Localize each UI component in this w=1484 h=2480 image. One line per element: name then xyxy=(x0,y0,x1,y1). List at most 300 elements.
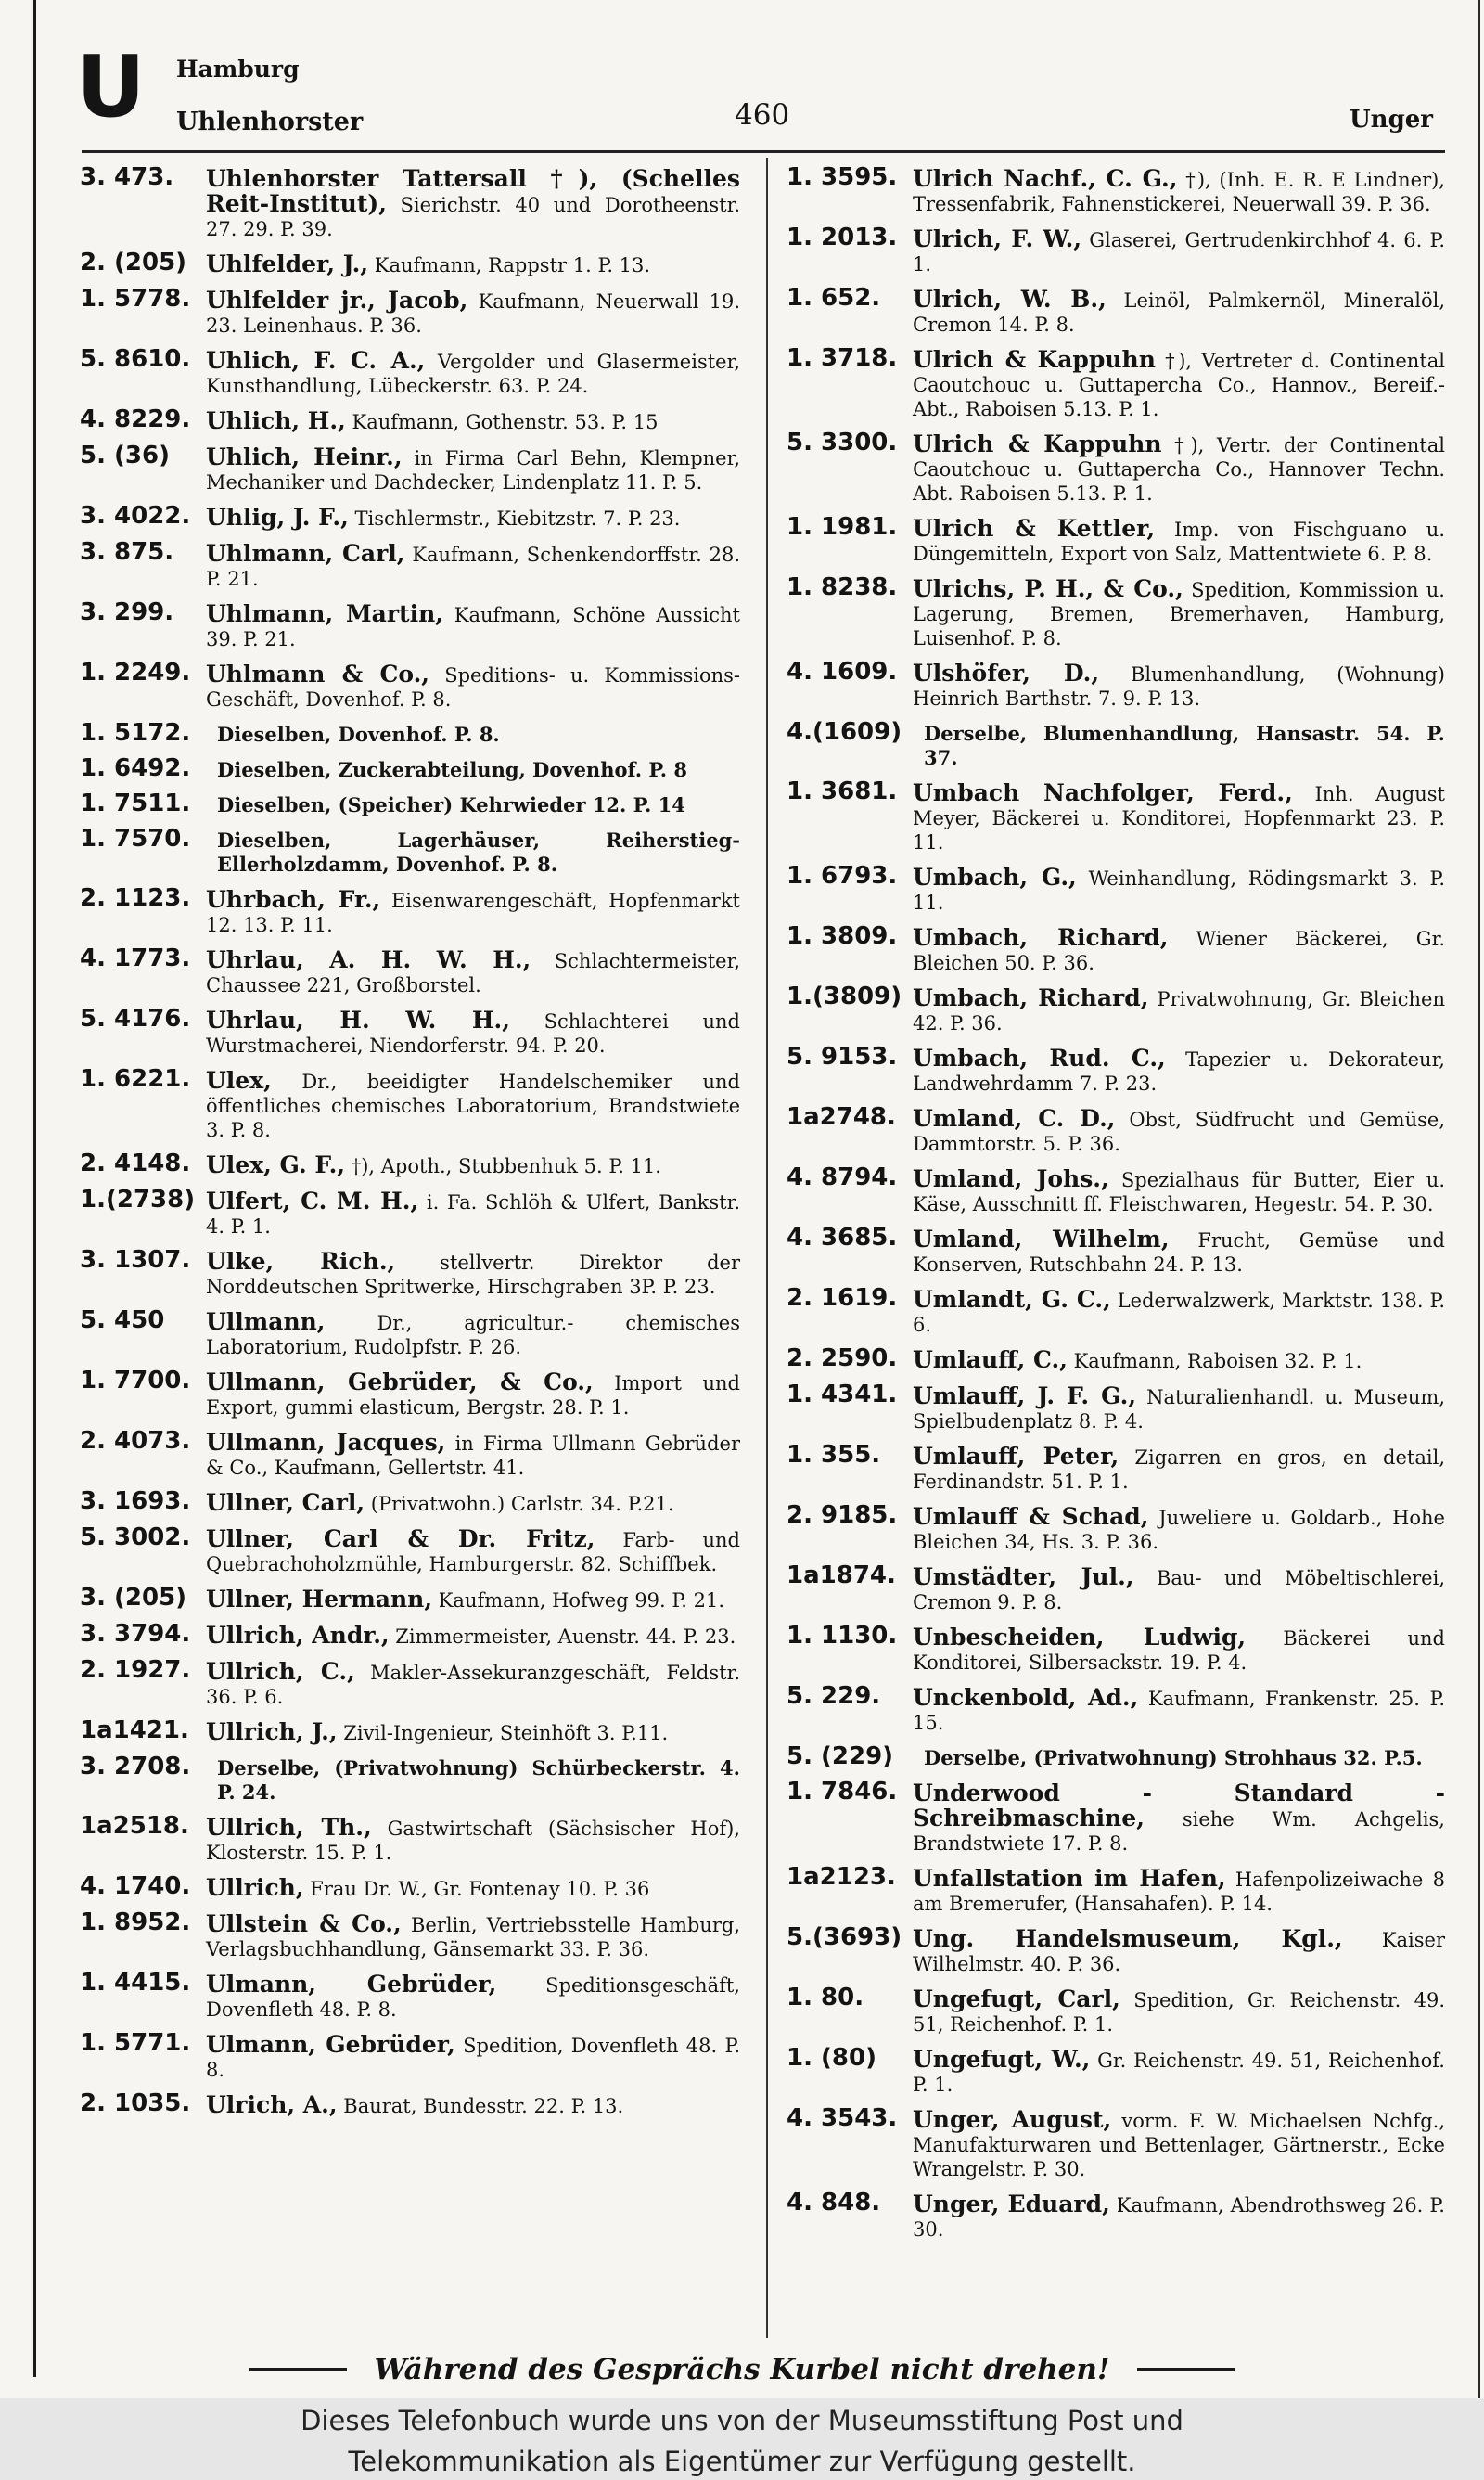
phone-number: 1. (80) xyxy=(787,2044,876,2072)
phone-number: 1. 5778. xyxy=(80,285,191,313)
subscriber-details: Dr., agricultur.- chemisches Laboratorium, Rudolpfstr. P. 26. xyxy=(206,1312,740,1358)
entry-text xyxy=(913,1384,1445,1433)
subscriber-name: Ullner, Carl & Dr. Fritz, xyxy=(206,1525,595,1552)
subscriber-name: Ullrich, xyxy=(206,1874,304,1901)
directory-entry xyxy=(787,284,1445,337)
phone-number: 1. 355. xyxy=(787,1441,881,1469)
phone-number: 1. 3809. xyxy=(787,922,898,950)
entry-text xyxy=(913,1047,1445,1096)
entry-text xyxy=(913,1348,1445,1373)
subscriber-details: Dieselben, Dovenhof. P. 8. xyxy=(217,723,500,746)
subscriber-name: Unbescheiden, Ludwig, xyxy=(913,1624,1247,1651)
directory-entry xyxy=(80,1523,740,1576)
entry-text xyxy=(913,1505,1445,1554)
entry-text xyxy=(206,252,740,277)
directory-entry xyxy=(80,163,740,241)
entry-text xyxy=(913,1288,1445,1337)
phone-number: 4. 1609. xyxy=(787,658,898,686)
entry-text xyxy=(913,2108,1445,2181)
directory-entry xyxy=(80,285,740,338)
subscriber-name: Ullrich, J., xyxy=(206,1718,338,1745)
entry-text xyxy=(206,1876,740,1901)
subscriber-details: Lederwalzwerk, Marktstr. 138. P. 6. xyxy=(913,1290,1445,1336)
entry-text xyxy=(206,662,740,712)
bottom-notice xyxy=(0,2353,1484,2386)
entry-text xyxy=(206,1587,740,1613)
subscriber-details: Baurat, Bundesstr. 22. P. 13. xyxy=(343,2095,624,2117)
subscriber-name: Umbach, Rud. C., xyxy=(913,1045,1166,1072)
directory-entry xyxy=(787,862,1446,915)
subscriber-name: Umland, Johs., xyxy=(913,1165,1109,1192)
subscriber-details: Spedition, Gr. Reichenstr. 49. 51, Reichenhof. P. 1. xyxy=(913,1989,1445,2036)
phone-number: 1. 3595. xyxy=(787,163,898,191)
entry-text xyxy=(206,542,740,591)
subscriber-name: Uhlich, F. C. A., xyxy=(206,347,426,374)
entry-text xyxy=(206,758,740,782)
subscriber-name: Umland, Wilhelm, xyxy=(913,1226,1170,1253)
entry-text xyxy=(206,888,740,937)
directory-entry xyxy=(80,2089,740,2118)
phone-number: 5. (229) xyxy=(787,1742,894,1770)
entry-text xyxy=(206,1250,740,1299)
entry-text xyxy=(206,1069,740,1142)
directory-entry xyxy=(80,538,740,591)
subscriber-name: Unger, Eduard, xyxy=(913,2191,1110,2217)
subscriber-details: †), (Inh. E. R. E Lindner), Tressenfabrik, Fahnenstickerei, Neuerwall 39. P. 36. xyxy=(913,169,1445,215)
phone-number: 2. 1123. xyxy=(80,884,191,912)
subscriber-details: Bäckerei und Konditorei, Silbersackstr. 19. P. 4. xyxy=(913,1627,1445,1674)
entry-text xyxy=(206,409,740,434)
entry-text xyxy=(913,986,1445,1035)
phone-number: 4. 1740. xyxy=(80,1872,191,1900)
subscriber-name: Uhrlau, A. H. W. H., xyxy=(206,946,531,973)
entry-text xyxy=(913,1565,1445,1614)
directory-entry xyxy=(787,922,1445,975)
subscriber-details: Dieselben, Zuckerabteilung, Dovenhof. P. 8 xyxy=(217,758,687,781)
directory-entry xyxy=(80,1306,740,1359)
subscriber-details: Derselbe, (Privatwohnung) Strohhaus 32. P.5. xyxy=(924,1746,1423,1769)
subscriber-details: in Firma Carl Behn, Klempner, Mechaniker und Dachdecker, Lindenplatz 11. P. 5. xyxy=(206,447,740,494)
phone-number: 1. 3718. xyxy=(787,344,898,372)
phone-number: 2. 1619. xyxy=(787,1284,898,1312)
subscriber-name: Ullstein & Co., xyxy=(206,1910,402,1937)
subscriber-details: Kaufmann, Gothenstr. 53. P. 15 xyxy=(352,411,659,433)
subscriber-details: stellvertr. Direktor der Norddeutschen Spritwerke, Hirschgraben 3P. P. 23. xyxy=(206,1252,740,1298)
directory-entry xyxy=(80,884,740,937)
header-city: Hamburg xyxy=(176,56,300,83)
directory-entry xyxy=(787,1622,1445,1675)
subscriber-details: Tischlermstr., Kiebitzstr. 7. P. 23. xyxy=(354,508,681,530)
subscriber-name: Ung. Handelsmuseum, Kgl., xyxy=(913,1925,1343,1952)
phone-number: 1a2518. xyxy=(80,1812,189,1840)
directory-entry xyxy=(787,224,1445,276)
subscriber-name: Ungefugt, Carl, xyxy=(913,1985,1120,2012)
directory-entry xyxy=(80,1005,740,1058)
directory-entry xyxy=(787,573,1445,650)
phone-number: 1. 1130. xyxy=(787,1622,898,1650)
directory-entry xyxy=(80,1367,740,1420)
entry-text xyxy=(913,1445,1445,1494)
subscriber-name: Umlauff, Peter, xyxy=(913,1443,1119,1470)
directory-entry xyxy=(80,1812,740,1865)
directory-entry xyxy=(787,1441,1445,1494)
directory-entry xyxy=(787,1381,1445,1433)
phone-number: 3. (205) xyxy=(80,1584,187,1612)
directory-entry xyxy=(80,2029,740,2082)
phone-number: 1. 4415. xyxy=(80,1969,191,1997)
directory-entry xyxy=(787,718,1445,770)
subscriber-name: Ungefugt, W., xyxy=(913,2046,1091,2073)
directory-entry xyxy=(80,1065,740,1142)
phone-number: 2. 4148. xyxy=(80,1150,191,1177)
subscriber-details: Derselbe, Blumenhandlung, Hansastr. 54. P. 37. xyxy=(924,722,1445,769)
phone-number: 2. (205) xyxy=(80,249,187,276)
directory-entry xyxy=(787,1863,1445,1916)
directory-entry xyxy=(787,2044,1445,2097)
entry-text xyxy=(913,1107,1445,1156)
directory-entry xyxy=(80,1908,740,1961)
subscriber-details: †), Vertreter d. Continental Caoutchouc u. Guttapercha Co., Hannov., Bereif.-Abt., Raboisen 5.13. P. 1. xyxy=(913,350,1445,420)
entry-text xyxy=(913,577,1445,650)
subscriber-name: Ulrich, W. B., xyxy=(913,286,1107,313)
directory-entry xyxy=(787,344,1445,421)
directory-entry xyxy=(787,658,1446,711)
subscriber-name: Unckenbold, Ad., xyxy=(913,1684,1139,1711)
notice-text: Während des Gesprächs Kurbel nicht drehen! xyxy=(374,2353,1110,2386)
subscriber-name: Ulex, G. F., xyxy=(206,1151,346,1178)
subscriber-name: Uhlfelder, J., xyxy=(206,251,369,277)
phone-number: 1. 8238. xyxy=(787,573,898,601)
subscriber-details: Frucht, Gemüse und Konserven, Rutschbahn 24. P. 13. xyxy=(913,1229,1445,1276)
subscriber-name: Ulrich, A., xyxy=(206,2091,338,2118)
subscriber-details: Vergolder und Glasermeister, Kunsthandlung, Lübeckerstr. 63. P. 24. xyxy=(206,351,740,397)
subscriber-details: †), Apoth., Stubbenhuk 5. P. 11. xyxy=(351,1155,661,1177)
entry-text xyxy=(206,1153,740,1178)
subscriber-details: Derselbe, (Privatwohnung) Schürbeckerstr. 4. P. 24. xyxy=(217,1756,740,1804)
phone-number: 1a2123. xyxy=(787,1863,896,1891)
subscriber-details: Schlachterei und Wurstmacherei, Niendorferstr. 94. P. 20. xyxy=(206,1010,740,1057)
subscriber-name: Umbach Nachfolger, Ferd., xyxy=(913,779,1293,806)
phone-number: 1. 7511. xyxy=(80,790,191,817)
subscriber-name: Uhlich, H., xyxy=(206,407,346,434)
subscriber-name: Ulmann, Gebrüder, xyxy=(206,1971,497,1998)
phone-number: 2. 9185. xyxy=(787,1501,898,1529)
directory-entry xyxy=(787,1224,1445,1277)
phone-number: 4. 8794. xyxy=(787,1163,898,1191)
directory-entry xyxy=(787,1742,1445,1770)
subscriber-name: Uhlig, J. F., xyxy=(206,504,349,531)
entry-text xyxy=(206,349,740,398)
subscriber-details: Berlin, Vertriebsstelle Hamburg, Verlagsbuchhandlung, Gänsemarkt 33. P. 36. xyxy=(206,1914,740,1960)
subscriber-details: Import und Export, gummi elasticum, Bergstr. 28. P. 1. xyxy=(206,1372,740,1419)
subscriber-details: Naturalienhandl. u. Museum, Spielbudenplatz 8. P. 4. xyxy=(913,1386,1445,1433)
phone-number: 3. 2708. xyxy=(80,1753,191,1780)
phone-number: 2. 1927. xyxy=(80,1656,191,1684)
entry-text xyxy=(206,2033,740,2082)
subscriber-name: Umlauff, C., xyxy=(913,1346,1068,1373)
entry-text xyxy=(206,1660,740,1709)
subscriber-name: Uhrlau, H. W. H., xyxy=(206,1007,510,1034)
subscriber-details: Sierichstr. 40 und Dorotheenstr. 27. 29. P. 39. xyxy=(206,194,740,240)
directory-entry xyxy=(787,1778,1445,1856)
directory-entry xyxy=(80,502,740,531)
phone-number: 5. (36) xyxy=(80,442,170,469)
entry-text xyxy=(206,1431,740,1480)
directory-entry xyxy=(787,163,1445,216)
subscriber-name: Ullrich, Th., xyxy=(206,1814,372,1841)
subscriber-name: Uhlenhorster Tattersall †), (Schelles Reit-Institut), xyxy=(206,165,740,217)
entry-text xyxy=(913,1781,1445,1856)
footer-banner xyxy=(0,2398,1484,2480)
header-rule xyxy=(82,150,1445,153)
directory-entry xyxy=(80,719,740,747)
entry-text xyxy=(206,1816,740,1865)
directory-entry xyxy=(787,1682,1446,1735)
directory-entry xyxy=(80,1753,740,1805)
directory-entry xyxy=(787,1103,1445,1156)
entry-text xyxy=(913,1686,1445,1735)
phone-number: 1. 7846. xyxy=(787,1778,898,1805)
subscriber-details: (Privatwohn.) Carlstr. 34. P.21. xyxy=(370,1493,674,1515)
phone-number: 1. 7570. xyxy=(80,825,191,853)
entry-text xyxy=(206,445,740,495)
subscriber-details: Farb- und Quebrachoholzmühle, Hamburgerstr. 82. Schiffbek. xyxy=(206,1529,740,1575)
footer-line-1: Dieses Telefonbuch wurde uns von der Museumsstiftung Post und xyxy=(301,2405,1183,2436)
entry-text xyxy=(206,1370,740,1420)
header-district: Uhlenhorster xyxy=(176,108,364,136)
phone-number: 3. 875. xyxy=(80,538,174,566)
phone-number: 5. 3002. xyxy=(80,1523,191,1551)
directory-entry xyxy=(787,1561,1445,1614)
phone-number: 1a1874. xyxy=(787,1561,896,1589)
subscriber-details: in Firma Ullmann Gebrüder & Co., Kaufmann, Gellertstr. 41. xyxy=(206,1433,740,1479)
phone-number: 5. 8610. xyxy=(80,345,191,373)
subscriber-details: i. Fa. Schlöh & Ulfert, Bankstr. 4. P. 1. xyxy=(206,1191,741,1238)
directory-entry xyxy=(80,1186,741,1239)
subscriber-details: Schlachtermeister, Chaussee 221, Großborstel. xyxy=(206,950,740,996)
subscriber-details: †), Vertr. der Continental Caoutchouc u. Guttapercha Co., Hannover Techn. Abt. Raboisen 5.13. P. 1. xyxy=(913,434,1445,505)
subscriber-name: Umlandt, G. C., xyxy=(913,1286,1111,1313)
directory-entry xyxy=(80,345,740,398)
subscriber-details: Wiener Bäckerei, Gr. Bleichen 50. P. 36. xyxy=(913,928,1445,974)
footer-line-2: Telekommunikation als Eigentümer zur Verfügung gestellt. xyxy=(348,2446,1136,2477)
subscriber-details: Kaufmann, Hofweg 99. P. 21. xyxy=(438,1589,725,1612)
directory-entry xyxy=(787,777,1445,855)
guide-word: Unger xyxy=(1350,106,1433,134)
subscriber-name: Underwood - Standard - Schreibmaschine, xyxy=(913,1780,1445,1831)
entry-text xyxy=(913,662,1445,711)
entry-text xyxy=(913,1167,1445,1216)
entry-text xyxy=(913,348,1445,421)
subscriber-details: Glaserei, Gertrudenkirchhof 4. 6. P. 1. xyxy=(913,229,1445,276)
phone-number: 4. 3543. xyxy=(787,2104,898,2132)
subscriber-name: Ulrich & Kappuhn xyxy=(913,430,1162,457)
entry-text xyxy=(913,517,1445,566)
subscriber-name: Unfallstation im Hafen, xyxy=(913,1865,1226,1892)
subscriber-name: Uhlich, Heinr., xyxy=(206,443,403,470)
subscriber-name: Uhlmann, Martin, xyxy=(206,600,443,627)
subscriber-details: Speditions- u. Kommissions-Geschäft, Dovenhof. P. 8. xyxy=(206,664,740,711)
directory-entry xyxy=(80,825,740,877)
subscriber-name: Ulrichs, P. H., & Co., xyxy=(913,575,1183,602)
entry-text xyxy=(913,2048,1445,2097)
page-number: 460 xyxy=(735,98,790,132)
subscriber-details: Gr. Reichenstr. 49. 51, Reichenhof. P. 1. xyxy=(913,2050,1445,2096)
subscriber-name: Ullrich, C., xyxy=(206,1658,355,1685)
subscriber-details: Makler-Assekuranzgeschäft, Feldstr. 36. P. 6. xyxy=(206,1662,740,1708)
phone-number: 2. 2590. xyxy=(787,1344,898,1372)
subscriber-details: Gastwirtschaft (Sächsischer Hof), Klosterstr. 15. P. 1. xyxy=(206,1818,740,1864)
subscriber-name: Unger, August, xyxy=(913,2106,1112,2133)
entry-text xyxy=(913,866,1445,915)
subscriber-name: Ulshöfer, D., xyxy=(913,660,1100,687)
subscriber-details: Blumenhandlung, (Wohnung) Heinrich Barthstr. 7. 9. P. 13. xyxy=(913,663,1446,710)
subscriber-details: Kaufmann, Schenkendorffstr. 28. P. 21. xyxy=(206,544,740,590)
subscriber-name: Ullmann, Jacques, xyxy=(206,1429,446,1456)
directory-entry xyxy=(787,2189,1445,2242)
entry-text xyxy=(206,829,740,877)
subscriber-name: Ulrich, F. W., xyxy=(913,225,1082,252)
subscriber-details: Kaufmann, Frankenstr. 25. P. 15. xyxy=(913,1688,1446,1734)
phone-number: 4.(1609) xyxy=(787,718,902,746)
directory-entry xyxy=(787,1284,1445,1337)
subscriber-details: Weinhandlung, Rödingsmarkt 3. P. 11. xyxy=(913,867,1446,914)
phone-number: 1. 652. xyxy=(787,284,881,312)
subscriber-details: Inh. August Meyer, Bäckerei u. Konditorei, Hopfenmarkt 23. P. 11. xyxy=(913,783,1445,854)
phone-number: 3. 4022. xyxy=(80,502,191,530)
subscriber-name: Ullner, Hermann, xyxy=(206,1586,433,1613)
directory-entry xyxy=(80,1620,740,1649)
subscriber-details: Frau Dr. W., Gr. Fontenay 10. P. 36 xyxy=(310,1878,650,1900)
subscriber-details: Obst, Südfrucht und Gemüse, Dammtorstr. 5. P. 36. xyxy=(913,1109,1445,1155)
entry-text xyxy=(206,506,740,531)
directory-entry xyxy=(787,1344,1445,1373)
subscriber-details: Tapezier u. Dekorateur, Landwehrdamm 7. P. 23. xyxy=(913,1048,1445,1095)
phone-number: 1. 2249. xyxy=(80,659,191,687)
entry-text xyxy=(206,602,740,651)
subscriber-details: Zimmermeister, Auenstr. 44. P. 23. xyxy=(395,1625,736,1648)
entry-text xyxy=(206,289,740,338)
column-separator xyxy=(766,158,768,2338)
subscriber-name: Ulmann, Gebrüder, xyxy=(206,2031,455,2058)
phone-number: 3. 3794. xyxy=(80,1620,191,1648)
entry-text xyxy=(913,1927,1445,1976)
section-letter: U xyxy=(76,37,146,136)
subscriber-name: Ullner, Carl, xyxy=(206,1489,365,1516)
entry-text xyxy=(206,1310,740,1359)
entry-text xyxy=(913,1227,1445,1277)
subscriber-name: Umland, C. D., xyxy=(913,1105,1116,1132)
phone-number: 4. 848. xyxy=(787,2189,881,2217)
subscriber-name: Ullmann, Gebrüder, & Co., xyxy=(206,1368,594,1395)
directory-entry xyxy=(80,1150,740,1178)
subscriber-name: Uhlfelder jr., Jacob, xyxy=(206,287,468,314)
right-margin-rule xyxy=(1478,0,1480,2398)
directory-entry xyxy=(787,429,1445,506)
directory-entry xyxy=(80,1487,740,1516)
subscriber-details: siehe Wm. Achgelis, Brandstwiete 17. P. 8. xyxy=(913,1808,1445,1855)
subscriber-name: Umlauff, J. F. G., xyxy=(913,1382,1137,1409)
subscriber-details: Dr., beeidigter Handelschemiker und öffentliches chemisches Laboratorium, Brandstwiete 3. P. 8. xyxy=(206,1071,740,1141)
phone-number: 1.(2738) xyxy=(80,1186,196,1214)
subscriber-name: Ulex, xyxy=(206,1067,272,1094)
phone-number: 5. 450 xyxy=(80,1306,165,1334)
phone-number: 1. 6221. xyxy=(80,1065,191,1093)
phone-number: 3. 473. xyxy=(80,163,174,191)
directory-entry xyxy=(80,249,740,277)
entry-text xyxy=(206,1756,740,1805)
entry-text xyxy=(206,948,740,997)
subscriber-details: Kaufmann, Schöne Aussicht 39. P. 21. xyxy=(206,604,740,650)
directory-entry xyxy=(80,1969,740,2022)
phone-number: 1. 7700. xyxy=(80,1367,191,1394)
directory-entry xyxy=(80,944,740,997)
phone-number: 2. 1035. xyxy=(80,2089,191,2117)
entry-text xyxy=(913,722,1445,770)
subscriber-details: Imp. von Fischguano u. Düngemitteln, Export von Salz, Mattentwiete 6. P. 8. xyxy=(913,519,1446,565)
subscriber-details: Dieselben, (Speicher) Kehrwieder 12. P. 14 xyxy=(217,793,685,816)
subscriber-name: Umbach, Richard, xyxy=(913,984,1149,1011)
entry-text xyxy=(913,926,1445,975)
subscriber-name: Uhlmann & Co., xyxy=(206,661,430,687)
phone-number: 5. 229. xyxy=(787,1682,881,1710)
directory-entry xyxy=(80,659,740,712)
subscriber-name: Ulrich & Kappuhn xyxy=(913,346,1156,373)
entry-text xyxy=(206,1972,740,2022)
entry-text xyxy=(913,167,1445,216)
entry-text xyxy=(206,723,740,747)
subscriber-details: Eisenwarengeschäft, Hopfenmarkt 12. 13. P. 11. xyxy=(206,890,740,936)
directory-entry xyxy=(787,1923,1445,1976)
subscriber-name: Ulke, Rich., xyxy=(206,1248,396,1275)
phone-number: 1. 80. xyxy=(787,1984,864,2011)
subscriber-name: Umbach, G., xyxy=(913,864,1077,891)
entry-text xyxy=(206,1624,740,1649)
directory-entry xyxy=(80,1246,740,1299)
subscriber-name: Ulfert, C. M. H., xyxy=(206,1188,419,1214)
subscriber-name: Uhrbach, Fr., xyxy=(206,886,381,913)
entry-text xyxy=(206,1189,740,1239)
phone-number: 1. 6492. xyxy=(80,754,191,782)
phone-number: 5.(3693) xyxy=(787,1923,902,1951)
entry-text xyxy=(913,1867,1445,1916)
phone-number: 3. 1307. xyxy=(80,1246,191,1274)
phone-number: 3. 299. xyxy=(80,598,174,626)
phone-number: 5. 9153. xyxy=(787,1043,898,1071)
subscriber-details: Spedition, Dovenfleth 48. P. 8. xyxy=(206,2035,740,2081)
subscriber-details: Spedition, Kommission u. Lagerung, Bremen, Bremerhaven, Hamburg, Luisenhof. P. 8. xyxy=(913,579,1445,649)
entry-text xyxy=(206,1720,740,1745)
directory-entry xyxy=(787,2104,1445,2181)
left-margin-rule xyxy=(33,0,36,2377)
directory-entry xyxy=(80,1656,740,1709)
subscriber-details: Zivil-Ingenieur, Steinhöft 3. P.11. xyxy=(343,1722,669,1744)
subscriber-details: Speditionsgeschäft, Dovenfleth 48. P. 8. xyxy=(206,1974,740,2021)
subscriber-name: Umbach, Richard, xyxy=(913,924,1169,951)
phone-number: 1a1421. xyxy=(80,1716,189,1744)
directory-entry xyxy=(787,983,1445,1035)
subscriber-details: Bau- und Möbeltischlerei, Cremon 9. P. 8. xyxy=(913,1567,1445,1613)
phone-number: 4. 1773. xyxy=(80,944,191,972)
directory-entry xyxy=(787,1163,1445,1216)
notice-rule-right xyxy=(1137,2368,1235,2371)
subscriber-details: Kaufmann, Neuerwall 19. 23. Leinenhaus. P. 36. xyxy=(206,290,740,337)
phone-number: 1. 3681. xyxy=(787,777,898,805)
subscriber-details: Leinöl, Palmkernöl, Mineralöl, Cremon 14. P. 8. xyxy=(913,289,1445,336)
subscriber-details: Spezialhaus für Butter, Eier u. Käse, Ausschnitt ff. Fleischwaren, Hegestr. 54. P. 30. xyxy=(913,1169,1445,1215)
phone-number: 1. 5172. xyxy=(80,719,191,747)
subscriber-name: Ulrich & Kettler, xyxy=(913,515,1156,542)
